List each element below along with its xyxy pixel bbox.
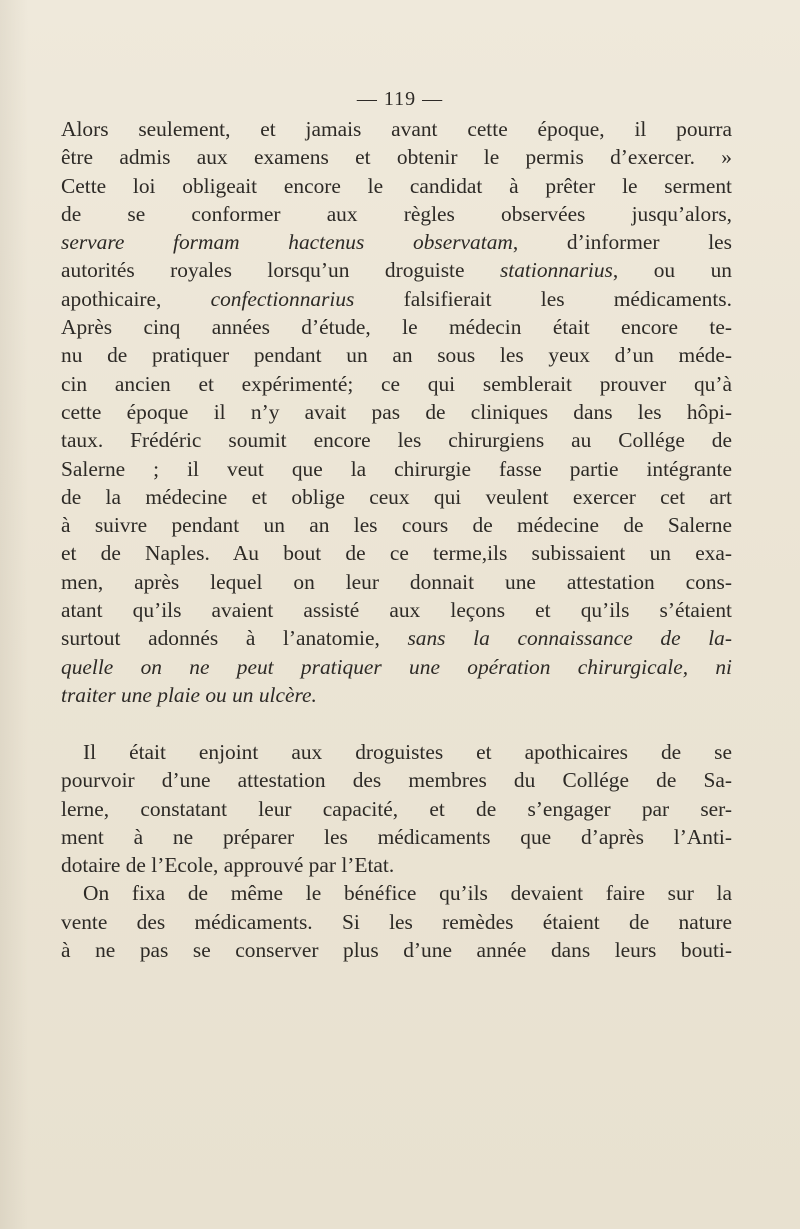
italic-phrase: traiter une plaie ou un ulcère. [61,682,317,707]
italic-phrase: quelle on ne peut pratiquer une opération chirurgicale, ni [61,654,732,679]
italic-phrase: confectionnarius [210,286,355,311]
text-run: apothicaire, [61,286,211,311]
text-run: autorités royales lorsqu’un droguiste [61,258,500,283]
text-line [61,341,732,369]
text-run: taux. Frédéric soumit encore les chirurgiens au Collége de [61,428,732,453]
text-line [61,795,732,823]
paragraph-block [61,115,732,709]
text-line [61,285,732,313]
text-run: de se conformer aux règles observées jusqu’alors, [61,201,732,226]
text-run: vente des médicaments. Si les remèdes étaient de nature [61,909,732,934]
text-run: cin ancien et expérimenté; ce qui semblerait prouver qu’à [61,371,732,396]
page-number: — 119 — [356,88,444,110]
text-line [61,539,732,567]
text-run: Il était enjoint aux droguistes et apothicaires de se [83,740,732,764]
text-line [61,936,732,964]
text-line [61,426,732,454]
text-run: , d’informer les [512,230,732,255]
paragraph-block [61,738,732,964]
text-line [61,455,732,483]
text-run: falsifierait les médicaments. [354,286,732,311]
text-line [61,823,732,851]
text-line [61,228,732,256]
text-line [61,483,732,511]
text-line [61,200,732,228]
text-line [61,766,732,794]
text-run: Après cinq années d’étude, le médecin était encore te- [61,315,732,340]
text-run: pourvoir d’une attestation des membres du Collége de Sa- [61,768,732,793]
italic-phrase: sans la connaissance de la- [407,626,732,651]
text-line [61,143,732,171]
text-line [61,851,732,879]
text-run: Salerne ; il veut que la chirurgie fasse partie intégrante [61,456,732,481]
text-run: dotaire de l’Ecole, approuvé par l’Etat. [61,853,395,878]
text-run: surtout adonnés à l’anatomie, [61,626,408,651]
text-line [61,908,732,936]
text-run: à suivre pendant un an les cours de médecine de Salerne [61,513,732,538]
italic-phrase: stationnarius [499,258,613,283]
text-line [61,115,732,143]
text-line [61,568,732,596]
text-run: et de Naples. Au bout de ce terme,ils subissaient un exa- [61,541,732,566]
text-run: On fixa de même le bénéfice qu’ils devaient faire sur la [83,881,732,906]
text-line [61,172,732,200]
text-run: men, après lequel on leur donnait une attestation cons- [61,569,732,594]
text-line [61,511,732,539]
text-line [61,398,732,426]
text-line [61,738,732,766]
text-line [61,596,732,624]
italic-phrase: servare formam hactenus observatam [61,230,513,255]
text-run: à ne pas se conserver plus d’une année dans leurs bouti- [61,938,732,963]
text-run: Cette loi obligeait encore le candidat à prêter le serment [61,173,732,198]
text-run: être admis aux examens et obtenir le permis d’exercer. » [61,145,732,170]
text-line [61,681,732,709]
text-line [61,370,732,398]
text-run: nu de pratiquer pendant un an sous les yeux d’un méde- [61,343,732,368]
text-run: , ou un [612,258,732,283]
text-run: Alors seulement, et jamais avant cette époque, il pourra [61,117,732,141]
text-line [61,653,732,681]
text-run: lerne, constatant leur capacité, et de s’engager par ser- [61,796,732,821]
text-run: ment à ne préparer les médicaments que d’après l’Anti- [61,824,732,849]
text-run: atant qu’ils avaient assisté aux leçons et qu’ils s’étaient [61,598,732,623]
text-line [61,256,732,284]
text-line [61,313,732,341]
text-run: cette époque il n’y avait pas de cliniques dans les hôpi- [61,399,732,424]
text-line [61,624,732,652]
text-run: de la médecine et oblige ceux qui veulent exercer cet art [61,484,732,509]
text-line [61,879,732,907]
